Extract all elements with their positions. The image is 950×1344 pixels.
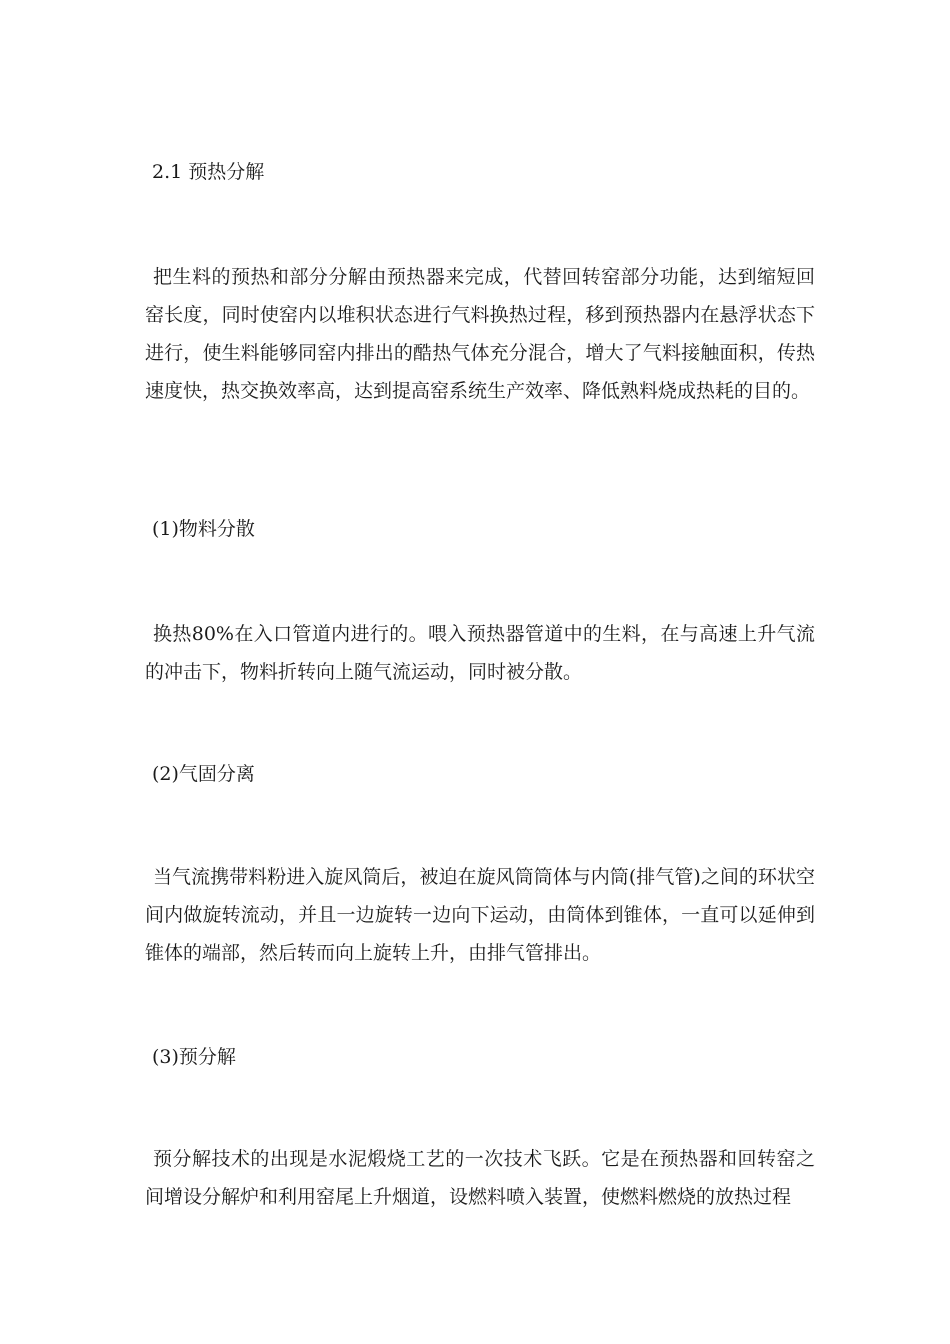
paragraph-gas-solid-separation: 当气流携带料粉进入旋风筒后，被迫在旋风筒筒体与内筒(排气管)之间的环状空间内做旋转流动，并且一边旋转一边向下运动，由筒体到锥体，一直可以延伸到锥体的端部，然后转而向上旋转上升，由排气管排出。 — [145, 866, 815, 964]
subheading-gas-solid-separation: (2)气固分离 — [152, 763, 255, 785]
intro-paragraph: 把生料的预热和部分分解由预热器来完成，代替回转窑部分功能，达到缩短回窑长度，同时使窑内以堆积状态进行气料换热过程，移到预热器内在悬浮状态下进行，使生料能够同窑内排出的酷热气体充分混合，增大了气料接触面积，传热速度快，热交换效率高，达到提高窑系统生产效率、降低熟料烧成热耗的目的。 — [145, 266, 815, 402]
subheading-material-dispersion: (1)物料分散 — [152, 518, 255, 540]
section-heading: 2.1 预热分解 — [152, 161, 265, 183]
paragraph-precalcination: 预分解技术的出现是水泥煅烧工艺的一次技术飞跃。它是在预热器和回转窑之间增设分解炉和利用窑尾上升烟道，设燃料喷入装置，使燃料燃烧的放热过程 — [145, 1148, 815, 1208]
paragraph-material-dispersion: 换热80%在入口管道内进行的。喂入预热器管道中的生料，在与高速上升气流的冲击下，物料折转向上随气流运动，同时被分散。 — [145, 623, 815, 683]
subheading-precalcination: (3)预分解 — [152, 1046, 236, 1068]
